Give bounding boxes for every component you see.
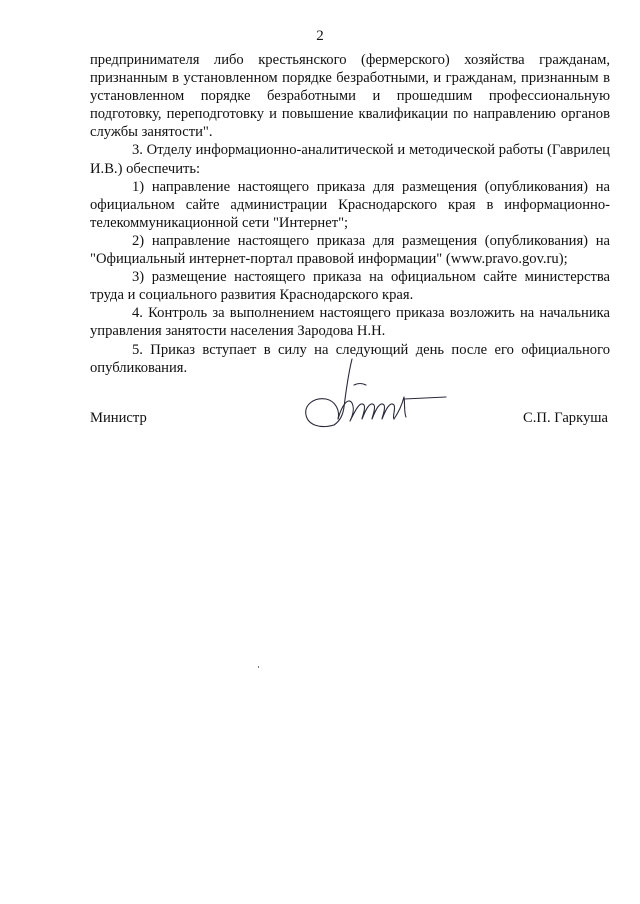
signatory-title: Министр — [90, 410, 147, 426]
paragraph-subitem-3: 3) размещение настоящего приказа на официальном сайте министерства труда и социального развития Краснодарского края. — [90, 269, 610, 304]
paragraph-item-3: 3. Отделу информационно-аналитической и методической работы (Гаврилец И.В.) обеспечить: — [90, 142, 610, 177]
signatory-name: С.П. Гаркуша — [523, 410, 608, 426]
paragraph-item-4: 4. Контроль за выполнением настоящего приказа возложить на начальника управления занятости населения Зародова Н.Н. — [90, 305, 610, 340]
signature-block — [90, 410, 610, 430]
paragraph-item-5: 5. Приказ вступает в силу на следующий день после его официального опубликования. — [90, 341, 610, 376]
paragraph-continuation: предпринимателя либо крестьянского (фермерского) хозяйства гражданам, признанным в установленном порядке безработными, и гражданам, признанным в установленном порядке безработными и прошедшим профессиональную подготовку, переподготовку и повышение квалификации по направлению органов службы занятости". — [90, 52, 610, 141]
page-number: 2 — [316, 28, 324, 44]
paragraph-subitem-2: 2) направление настоящего приказа для размещения (опубликования) на "Официальный интернет-портал правовой информации" (www.pravo.gov.ru); — [90, 232, 610, 268]
document-body — [90, 51, 610, 377]
scan-speck — [258, 666, 259, 668]
paragraph-subitem-1: 1) направление настоящего приказа для размещения (опубликования) на официальном сайте администрации Краснодарского края в информационно-телекоммуникационной сети "Интернет"; — [90, 178, 610, 231]
